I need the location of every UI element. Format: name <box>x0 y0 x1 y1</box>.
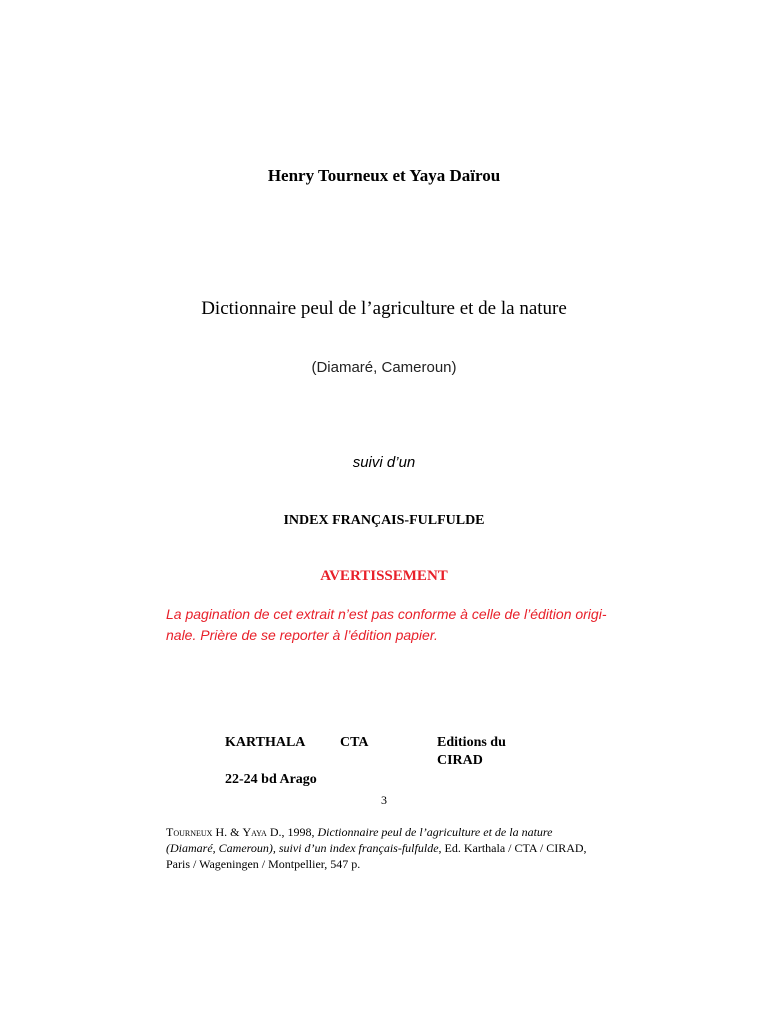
warning-line-2: nale. Prière de se reporter à l’édition papier. <box>166 627 438 643</box>
page-number: 3 <box>381 793 387 807</box>
citation-mid-1: H. & <box>212 825 243 839</box>
citation-title-part-1: Dictionnaire peul de l’agriculture et de la nature <box>317 825 553 839</box>
citation-rest-line-2: , Ed. Karthala / CTA / CIRAD, <box>438 841 587 855</box>
citation-author-2: Yaya <box>242 825 267 839</box>
citation-line-1 <box>166 824 626 840</box>
citation <box>166 824 626 872</box>
publisher-karthala: KARTHALA <box>225 735 306 750</box>
citation-line-3: Paris / Wageningen / Montpellier, 547 p. <box>166 857 361 871</box>
warning-text <box>166 604 616 646</box>
citation-mid-2: D., 1998, <box>266 825 318 839</box>
index-title: INDEX FRANÇAIS-FULFULDE <box>283 513 485 528</box>
citation-author-1: Tourneux <box>166 825 213 839</box>
authors: Henry Tourneux et Yaya Daïrou <box>267 166 501 185</box>
publisher-address: 22-24 bd Arago <box>225 772 317 787</box>
followed-by-text: suivi d’un <box>352 454 416 471</box>
citation-line-2 <box>166 840 626 856</box>
publisher-cta: CTA <box>340 735 369 750</box>
warning-line-1: La pagination de cet extrait n’est pas conforme à celle de l’édition origi- <box>166 606 607 622</box>
book-subtitle: (Diamaré, Cameroun) <box>311 359 457 376</box>
publisher-cirad-line-2: CIRAD <box>437 753 483 768</box>
publisher-cirad <box>437 734 506 770</box>
warning-title: AVERTISSEMENT <box>320 568 448 584</box>
citation-title-part-2: (Diamaré, Cameroun), suivi d’un index français-fulfulde <box>166 841 439 855</box>
publisher-cirad-line-1: Editions du <box>437 735 506 750</box>
book-title: Dictionnaire peul de l’agriculture et de la nature <box>201 298 567 319</box>
